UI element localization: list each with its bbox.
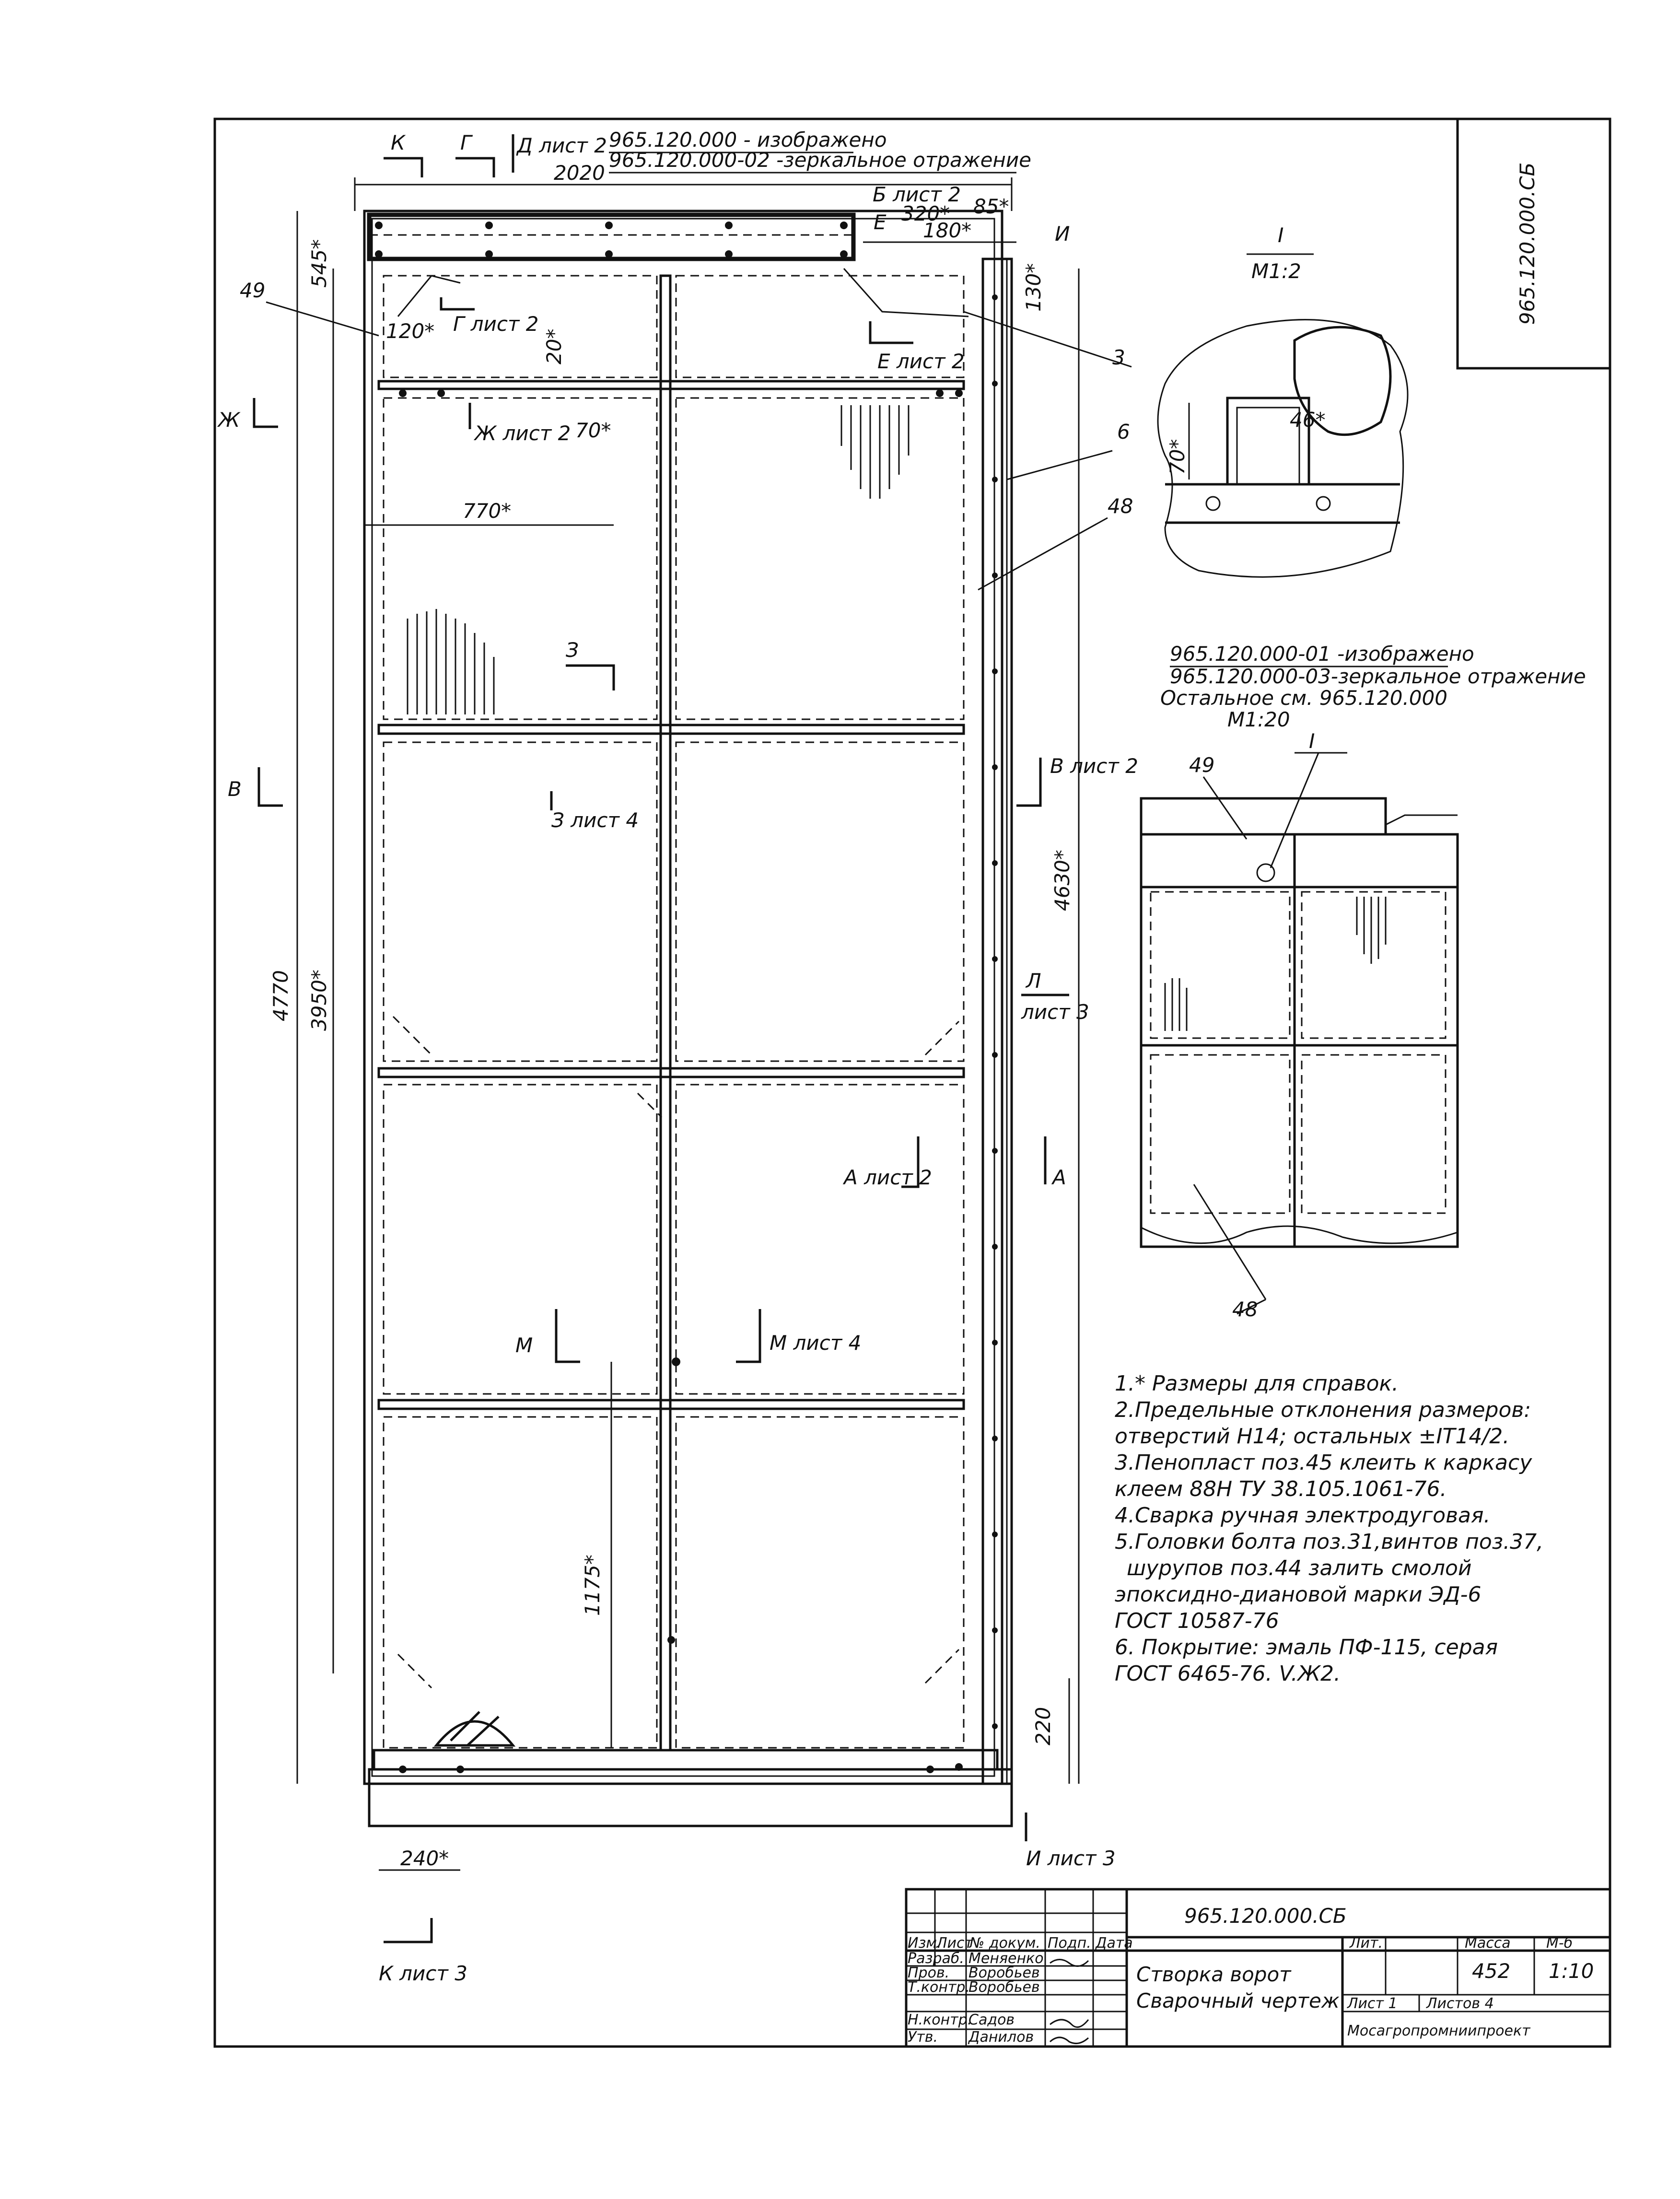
pos-6: 6	[1117, 420, 1130, 444]
detail-I-d46: 46*	[1290, 408, 1326, 432]
dim-130: 130*	[1022, 263, 1045, 312]
dim-120: 120*	[386, 319, 435, 343]
vertical-doc-number-text: 965.120.000.СБ	[1516, 162, 1539, 325]
dim-4630: 4630*	[1050, 850, 1074, 911]
label-ZH: Ж	[218, 408, 240, 432]
label-G-sheet: Г лист 2	[453, 312, 539, 336]
label-V: В	[228, 777, 242, 801]
tb-hdr-date: Дата	[1096, 1935, 1133, 1952]
note-2a: 2.Предельные отклонения размеров:	[1115, 1398, 1531, 1422]
tb-col-mass: Масса	[1465, 1935, 1511, 1952]
tb-role-tkontr: Т.контр.	[908, 1979, 970, 1996]
label-A: А	[1052, 1166, 1066, 1189]
variant-pos48: 48	[1232, 1298, 1258, 1321]
tb-sheet: Лист 1	[1347, 1995, 1398, 2012]
label-ZH-sheet: Ж лист 2	[475, 421, 571, 445]
label-V-sheet: В лист 2	[1050, 754, 1138, 778]
dim-770: 770*	[463, 499, 512, 523]
signature-razrab	[1050, 1960, 1088, 1966]
label-D-sheet: Д лист 2	[517, 134, 607, 157]
tb-col-scale: М-б	[1546, 1935, 1573, 1952]
tb-role-prov: Пров.	[908, 1965, 950, 1981]
note-3b: клеем 88Н ТУ 38.105.1061-76.	[1115, 1477, 1447, 1501]
header-line1: 965.120.000 - изображено	[609, 128, 887, 152]
tb-hdr-doc: № докум.	[969, 1935, 1040, 1952]
dimensions	[269, 161, 1079, 1870]
tb-col-lit: Лит.	[1350, 1935, 1383, 1952]
vertical-doc-number	[1458, 119, 1610, 368]
label-K: К	[391, 131, 405, 154]
dim-320: 320*	[901, 202, 950, 225]
variant-pos49: 49	[1189, 753, 1215, 777]
variant-callout: I	[1309, 729, 1315, 753]
dim-20: 20*	[542, 328, 566, 364]
tb-title1: Створка ворот	[1136, 1963, 1291, 1986]
label-A-sheet: А лист 2	[844, 1166, 932, 1189]
label-G: Г	[460, 131, 472, 154]
signature-utv	[1050, 2037, 1088, 2044]
section-marks	[217, 131, 1138, 1985]
dim-220: 220	[1031, 1707, 1055, 1745]
dim-4770: 4770	[269, 970, 292, 1021]
tb-name-tkontr: Воробьев	[968, 1979, 1040, 1996]
tb-hdr-sign: Подп.	[1048, 1935, 1091, 1952]
tb-hdr-izm: Изм.	[908, 1935, 942, 1952]
tb-hdr-list: Лист	[936, 1935, 973, 1952]
dim-545: 545*	[307, 239, 331, 288]
variant-scale: М1:20	[1227, 708, 1290, 731]
note-5b: шурупов поз.44 залить смолой	[1127, 1556, 1472, 1580]
dim-2020: 2020	[554, 161, 605, 185]
detail-I-scale: М1:2	[1251, 259, 1301, 283]
note-5d: ГОСТ 10587-76	[1115, 1609, 1279, 1633]
tb-name-utv: Данилов	[968, 2029, 1034, 2046]
tb-sheets: Листов 4	[1426, 1995, 1494, 2012]
variant-line1: 965.120.000-01 -изображено	[1170, 642, 1474, 666]
variant-line2: 965.120.000-03-зеркальное отражение	[1170, 665, 1586, 688]
notes	[1115, 1371, 1543, 1686]
variant-view	[1141, 642, 1586, 1321]
label-E: Е	[874, 211, 887, 234]
tb-name-razrab: Меняенко	[968, 1950, 1044, 1967]
tb-mass: 452	[1472, 1959, 1511, 1983]
label-I-sheet: И лист 3	[1026, 1847, 1116, 1870]
label-K-sheet: К лист 3	[379, 1962, 467, 1985]
dim-1175: 1175*	[581, 1555, 604, 1616]
label-M: М	[515, 1333, 533, 1357]
tb-name-nkontr: Садов	[968, 2012, 1015, 2028]
tb-org: Мосагропромниипроект	[1347, 2023, 1530, 2039]
tb-role-utv: Утв.	[908, 2029, 938, 2046]
label-Z-sheet: З лист 4	[551, 808, 639, 832]
note-5a: 5.Головки болта поз.31,винтов поз.37,	[1115, 1530, 1544, 1554]
sheet-frame	[215, 119, 1610, 2047]
label-I: И	[1055, 222, 1070, 246]
note-4: 4.Сварка ручная электродуговая.	[1115, 1503, 1491, 1528]
pos-48a: 48	[1108, 494, 1133, 518]
dim-3950: 3950*	[307, 970, 331, 1031]
label-Z: З	[566, 638, 579, 662]
tb-title2: Сварочный чертеж	[1136, 1989, 1340, 2012]
signature-nkontr	[1050, 2020, 1088, 2027]
dim-180: 180*	[923, 219, 972, 242]
dim-70: 70*	[575, 419, 611, 442]
note-1: 1.* Размеры для справок.	[1115, 1371, 1399, 1396]
note-5c: эпоксидно-диановой марки ЭД-6	[1115, 1582, 1482, 1607]
pos-3: 3	[1112, 346, 1125, 369]
pos-49a: 49	[240, 279, 266, 302]
position-callouts	[240, 279, 1133, 590]
note-6a: 6. Покрытие: эмаль ПФ-115, серая	[1115, 1635, 1498, 1660]
title-block	[906, 1889, 1610, 2047]
label-M-sheet: М лист 4	[770, 1331, 862, 1355]
header-line2: 965.120.000-02 -зеркальное отражение	[609, 148, 1032, 172]
label-B-sheet: Б лист 2	[873, 183, 961, 206]
note-3a: 3.Пенопласт поз.45 клеить к каркасу	[1115, 1450, 1532, 1475]
dim-85: 85*	[973, 195, 1009, 218]
note-2b: отверстий Н14; остальных ±IT14/2.	[1115, 1424, 1510, 1449]
variant-line3: Остальное см. 965.120.000	[1160, 686, 1447, 710]
gate-main-view	[364, 211, 1012, 1826]
tb-scale: 1:10	[1549, 1959, 1594, 1983]
tb-name-prov: Воробьев	[968, 1965, 1040, 1981]
dim-240: 240*	[400, 1847, 449, 1870]
tb-role-razrab: Разраб.	[908, 1950, 964, 1967]
detail-I	[1158, 223, 1408, 577]
label-E-sheet: Е лист 2	[877, 350, 965, 373]
tb-doc-number: 965.120.000.СБ	[1184, 1904, 1347, 1928]
label-L-sheet: лист 3	[1021, 1000, 1089, 1024]
detail-I-d70: 70*	[1166, 439, 1189, 475]
tb-role-nkontr: Н.контр.	[908, 2012, 972, 2028]
detail-I-label: I	[1278, 223, 1284, 247]
label-L: Л	[1026, 969, 1041, 993]
note-6b: ГОСТ 6465-76. V.Ж2.	[1115, 1661, 1341, 1686]
